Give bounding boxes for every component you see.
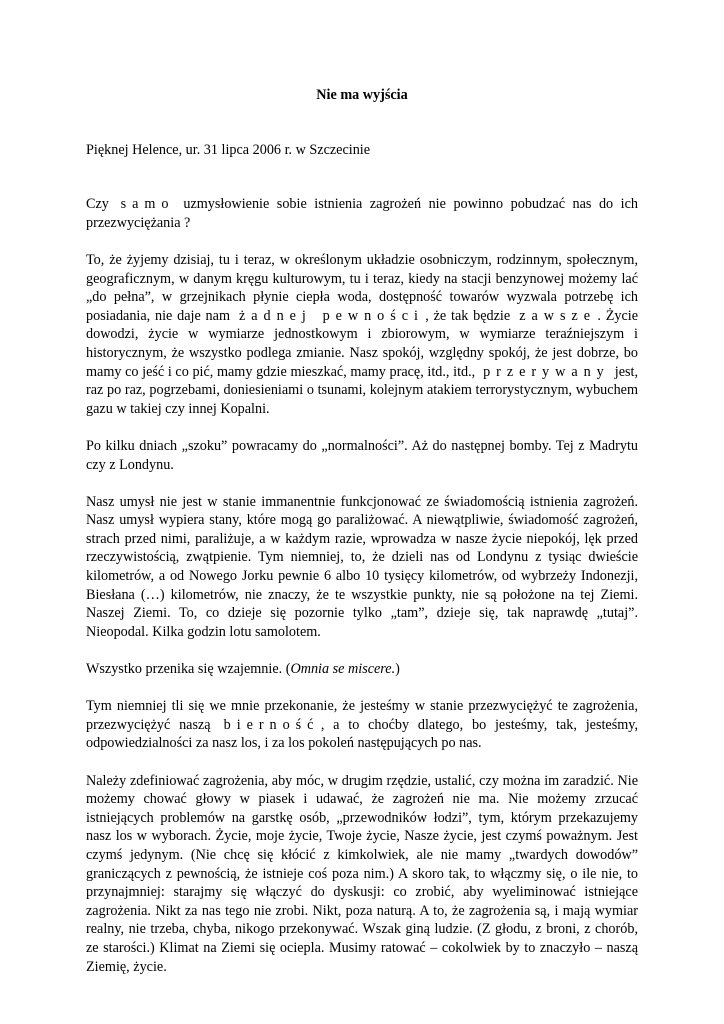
paragraph-2-text-g: jest, raz po raz, pogrzebami, doniesieniami o tsunami, kolejnym atakiem terrorystycznym, wybuchem gazu w takiej czy innej Kopalni. <box>86 363 638 417</box>
paragraph-2-text-a: To, że żyjemy dzisiaj, tu i teraz, w określonym układzie osobniczym, rodzinnym, społecznym, geograficznym, w danym kręgu kulturowym, tu i teraz, kiedy na stacji benzynowej możemy lać „do pełna”, w grzejnikach płynie ciepła woda, dostępność towarów wyzwala potrzebę ich posiadania, nie daje nam <box>86 251 638 324</box>
paragraph-5 <box>86 660 638 679</box>
paragraph-2-text-e: . Życie dowodzi, życie w wymiarze jednostkowym i zbiorowym, w wymiarze teraźniejszym i historycznym, że wszystko podlega zmianie. Nasz spokój, względny spokój, że jest dobrze, bo mamy co jeść i co pić, mamy gdzie mieszkać, mamy pracę, itd., itd., <box>86 307 639 380</box>
paragraph-1-text-a: Czy <box>86 196 117 213</box>
paragraph-7: Należy zdefiniować zagrożenia, aby móc, w drugim rzędzie, ustalić, czy można im zaradzić. Nie możemy chować głowy w piasek i udawać, że zagrożeń nie ma. Nie możemy zrzucać istniejących problemów na garstkę osób, „przewodników łodzi”, tym, którym przekazujemy nasz los w wyborach. Życie, moje życie, Twoje życie, Nasze życie, jest czymś poważnym. Jest czymś jedynym. (Nie chcę się kłócić z kimkolwiek, ale nie mamy „twardych dowodów” graniczących z pewnością, że istnieje coś poza nim.) A skoro tak, to włączmy się, o ile nie, to przynajmniej: starajmy się włączyć do dyskusji: co zrobić, aby wyeliminować istniejące zagrożenia. Nikt za nas tego nie zrobi. Nikt, poza naturą. A to, że zagrożenia są, i mają wymiar realny, nie trzeba, chyba, nikogo przekonywać. Wszak giną ludzie. (Z głodu, z broni, z chorób, ze starości.) Klimat na Ziemi się ociepla. Musimy ratować – cokolwiek by to znaczyło – naszą Ziemię, życie. <box>86 772 638 975</box>
paragraph-6 <box>86 697 638 753</box>
paragraph-4: Nasz umysł nie jest w stanie immanentnie funkcjonować ze świadomością istnienia zagrożeń. Nasz umysł wypiera stany, które mogą go paraliżować. A niewątpliwie, świadomość zagrożeń, strach przed nimi, paraliżuje, a w każdym razie, wprowadza w nasze życie niepokój, lęk przed rzeczywistością, zwątpienie. Tym niemniej, to, że dzieli nas od Londynu z tysiąc dwieście kilometrów, a od Nowego Jorku pewnie 6 albo 10 tysięcy kilometrów, od wybrzeży Indonezji, Biesłana (…) kilometrów, nie znaczy, że te wszystkie punkty, nie są położone na tej Ziemi. Naszej Ziemi. To, co dzieje się pozornie tylko „tam”, dzieje się, tak naprawdę „tutaj”. Nieopodal. Kilka godzin lotu samolotem. <box>86 493 638 640</box>
paragraph-5-text-c: ) <box>395 661 400 678</box>
dedication: Pięknej Helence, ur. 31 lipca 2006 r. w Szczecinie <box>86 141 371 158</box>
paragraph-6-text-a: Tym niemniej tli się we mnie przekonanie, że jesteśmy w stanie przezwyciężyć te zagrożenia, przezwyciężyć naszą <box>86 698 638 733</box>
paragraph-3: Po kilku dniach „szoku” powracamy do „normalności”. Aż do następnej bomby. Tej z Madrytu czy z Londynu. <box>86 437 638 473</box>
paragraph-1 <box>86 195 638 232</box>
emphasis-zawsze: zawsze <box>519 307 596 324</box>
emphasis-samo: samo <box>120 196 175 213</box>
emphasis-przerywany: przerywany <box>483 363 610 380</box>
document-page <box>86 86 638 995</box>
paragraph-1-text-c: uzmysłowienie sobie istnienia zagrożeń nie powinno pobudzać nas do ich przezwyciężania ? <box>86 196 639 231</box>
paragraph-6-text-c: , a to choćby dlatego, bo jesteśmy, tak, jesteśmy, odpowiedzialności za nasz los, i za los pokoleń następujących po nas. <box>86 716 638 752</box>
latin-quote: Omnia se miscere. <box>290 661 396 678</box>
document-title: Nie ma wyjścia <box>316 87 408 103</box>
emphasis-zadnej-pewnosci: żadnej pewności <box>239 307 424 324</box>
paragraph-2-text-c: , że tak będzie <box>425 307 515 324</box>
paragraph-5-text-a: Wszystko przenika się wzajemnie. ( <box>86 661 291 678</box>
emphasis-biernosc: bierność <box>223 716 320 733</box>
paragraph-2 <box>86 251 638 418</box>
